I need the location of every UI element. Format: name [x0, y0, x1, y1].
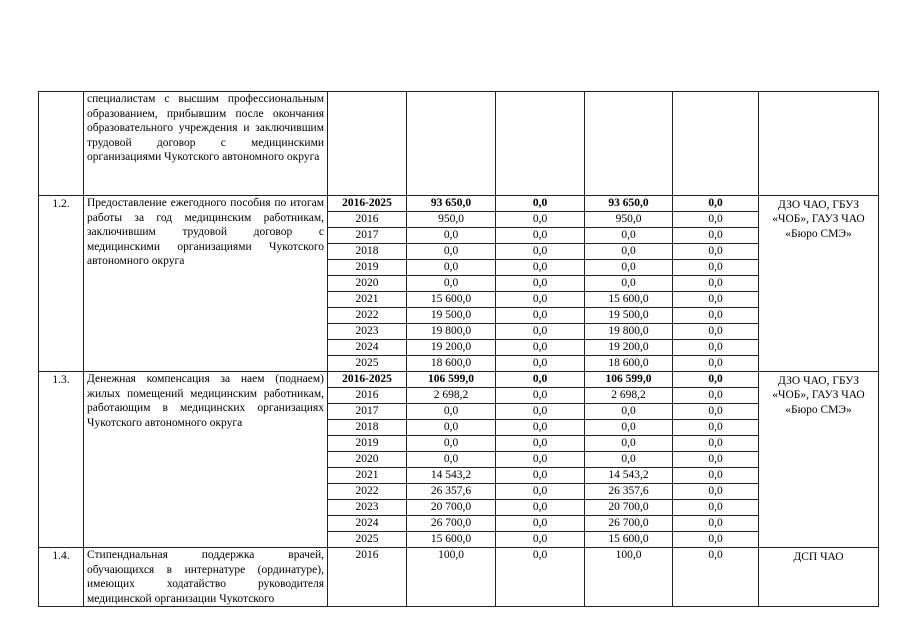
row-number-cell	[39, 92, 84, 196]
executor-cell: ДЗО ЧАО, ГБУЗ «ЧОБ», ГАУЗ ЧАО «Бюро СМЭ»	[759, 372, 879, 548]
other-cell: 0,0	[673, 548, 759, 607]
other-cell: 0,0	[673, 244, 759, 260]
federal-cell: 0,0	[496, 548, 585, 607]
federal-cell: 0,0	[496, 324, 585, 340]
federal-cell: 0,0	[496, 308, 585, 324]
description-cell: Денежная компенсация за наем (поднаем) жилых помещений медицинским работникам, работающим в медицинских организациях Чукотского автономного округа	[84, 372, 328, 548]
year-cell: 2025	[328, 532, 407, 548]
total-cell: 0,0	[407, 244, 496, 260]
regional-cell: 26 700,0	[585, 516, 673, 532]
other-cell: 0,0	[673, 372, 759, 388]
regional-cell: 0,0	[585, 404, 673, 420]
year-cell: 2016	[328, 548, 407, 607]
year-cell: 2020	[328, 276, 407, 292]
total-cell: 0,0	[407, 276, 496, 292]
total-cell: 950,0	[407, 212, 496, 228]
other-cell: 0,0	[673, 292, 759, 308]
table-body	[39, 92, 879, 607]
regional-cell: 950,0	[585, 212, 673, 228]
total-cell: 100,0	[407, 548, 496, 607]
regional-cell: 0,0	[585, 228, 673, 244]
federal-cell: 0,0	[496, 260, 585, 276]
federal-cell: 0,0	[496, 516, 585, 532]
budget-table	[38, 91, 879, 607]
regional-cell: 0,0	[585, 436, 673, 452]
row-number-cell: 1.4.	[39, 548, 84, 607]
federal-cell: 0,0	[496, 452, 585, 468]
other-cell: 0,0	[673, 420, 759, 436]
total-cell	[407, 92, 496, 196]
total-cell: 19 800,0	[407, 324, 496, 340]
other-cell: 0,0	[673, 484, 759, 500]
other-cell: 0,0	[673, 516, 759, 532]
description-cell: специалистам с высшим профессиональным образованием, прибывшим после окончания образовательного учреждения и заключившим трудовой договор с медицинскими организациями Чукотского автономного округа	[84, 92, 328, 196]
federal-cell: 0,0	[496, 228, 585, 244]
other-cell: 0,0	[673, 260, 759, 276]
year-cell: 2016	[328, 212, 407, 228]
federal-cell: 0,0	[496, 196, 585, 212]
total-cell: 106 599,0	[407, 372, 496, 388]
other-cell: 0,0	[673, 404, 759, 420]
other-cell: 0,0	[673, 324, 759, 340]
table-row	[39, 548, 879, 607]
year-cell: 2024	[328, 340, 407, 356]
year-cell: 2021	[328, 468, 407, 484]
total-cell: 26 357,6	[407, 484, 496, 500]
year-cell	[328, 92, 407, 196]
other-cell	[673, 92, 759, 196]
table-row-continuation	[39, 92, 879, 196]
other-cell: 0,0	[673, 500, 759, 516]
total-cell: 19 500,0	[407, 308, 496, 324]
regional-cell: 0,0	[585, 260, 673, 276]
regional-cell: 20 700,0	[585, 500, 673, 516]
regional-cell: 93 650,0	[585, 196, 673, 212]
total-cell: 18 600,0	[407, 356, 496, 372]
total-cell: 0,0	[407, 436, 496, 452]
other-cell: 0,0	[673, 436, 759, 452]
year-cell: 2023	[328, 324, 407, 340]
table-row	[39, 372, 879, 388]
regional-cell: 19 800,0	[585, 324, 673, 340]
total-cell: 0,0	[407, 452, 496, 468]
regional-cell: 0,0	[585, 276, 673, 292]
year-cell: 2022	[328, 308, 407, 324]
regional-cell: 26 357,6	[585, 484, 673, 500]
other-cell: 0,0	[673, 468, 759, 484]
row-number-cell: 1.2.	[39, 196, 84, 372]
federal-cell: 0,0	[496, 340, 585, 356]
regional-cell: 2 698,2	[585, 388, 673, 404]
regional-cell: 14 543,2	[585, 468, 673, 484]
regional-cell: 0,0	[585, 452, 673, 468]
executor-cell	[759, 92, 879, 196]
year-cell: 2019	[328, 260, 407, 276]
executor-cell: ДЗО ЧАО, ГБУЗ «ЧОБ», ГАУЗ ЧАО «Бюро СМЭ»	[759, 196, 879, 372]
description-cell: Стипендиальная поддержка врачей, обучающихся в интернатуре (ординатуре), имеющих ходатайство руководителя медицинской организации Чукотского	[84, 548, 328, 607]
row-number-cell: 1.3.	[39, 372, 84, 548]
total-cell: 26 700,0	[407, 516, 496, 532]
executor-cell: ДСП ЧАО	[759, 548, 879, 607]
federal-cell: 0,0	[496, 292, 585, 308]
year-cell: 2016	[328, 388, 407, 404]
table-row	[39, 196, 879, 212]
federal-cell: 0,0	[496, 468, 585, 484]
federal-cell: 0,0	[496, 404, 585, 420]
year-cell: 2024	[328, 516, 407, 532]
year-cell: 2019	[328, 436, 407, 452]
year-cell: 2016-2025	[328, 196, 407, 212]
federal-cell: 0,0	[496, 212, 585, 228]
federal-cell: 0,0	[496, 500, 585, 516]
total-cell: 0,0	[407, 228, 496, 244]
total-cell: 19 200,0	[407, 340, 496, 356]
regional-cell: 100,0	[585, 548, 673, 607]
regional-cell: 18 600,0	[585, 356, 673, 372]
total-cell: 0,0	[407, 420, 496, 436]
federal-cell: 0,0	[496, 484, 585, 500]
federal-cell: 0,0	[496, 420, 585, 436]
year-cell: 2017	[328, 228, 407, 244]
other-cell: 0,0	[673, 196, 759, 212]
federal-cell: 0,0	[496, 244, 585, 260]
other-cell: 0,0	[673, 228, 759, 244]
other-cell: 0,0	[673, 276, 759, 292]
other-cell: 0,0	[673, 388, 759, 404]
year-cell: 2023	[328, 500, 407, 516]
total-cell: 2 698,2	[407, 388, 496, 404]
federal-cell: 0,0	[496, 276, 585, 292]
other-cell: 0,0	[673, 340, 759, 356]
regional-cell: 0,0	[585, 244, 673, 260]
regional-cell: 106 599,0	[585, 372, 673, 388]
year-cell: 2020	[328, 452, 407, 468]
year-cell: 2025	[328, 356, 407, 372]
other-cell: 0,0	[673, 532, 759, 548]
total-cell: 20 700,0	[407, 500, 496, 516]
other-cell: 0,0	[673, 308, 759, 324]
total-cell: 0,0	[407, 260, 496, 276]
regional-cell	[585, 92, 673, 196]
regional-cell: 19 200,0	[585, 340, 673, 356]
total-cell: 15 600,0	[407, 532, 496, 548]
description-cell: Предоставление ежегодного пособия по итогам работы за год медицинским работникам, заключившим трудовой договор с медицинскими организациями Чукотского автономного округа	[84, 196, 328, 372]
year-cell: 2018	[328, 420, 407, 436]
year-cell: 2022	[328, 484, 407, 500]
federal-cell: 0,0	[496, 372, 585, 388]
federal-cell: 0,0	[496, 532, 585, 548]
year-cell: 2017	[328, 404, 407, 420]
federal-cell: 0,0	[496, 356, 585, 372]
other-cell: 0,0	[673, 212, 759, 228]
federal-cell	[496, 92, 585, 196]
total-cell: 93 650,0	[407, 196, 496, 212]
year-cell: 2021	[328, 292, 407, 308]
regional-cell: 0,0	[585, 420, 673, 436]
other-cell: 0,0	[673, 452, 759, 468]
regional-cell: 19 500,0	[585, 308, 673, 324]
total-cell: 15 600,0	[407, 292, 496, 308]
federal-cell: 0,0	[496, 436, 585, 452]
total-cell: 0,0	[407, 404, 496, 420]
regional-cell: 15 600,0	[585, 292, 673, 308]
other-cell: 0,0	[673, 356, 759, 372]
federal-cell: 0,0	[496, 388, 585, 404]
year-cell: 2018	[328, 244, 407, 260]
regional-cell: 15 600,0	[585, 532, 673, 548]
total-cell: 14 543,2	[407, 468, 496, 484]
year-cell: 2016-2025	[328, 372, 407, 388]
